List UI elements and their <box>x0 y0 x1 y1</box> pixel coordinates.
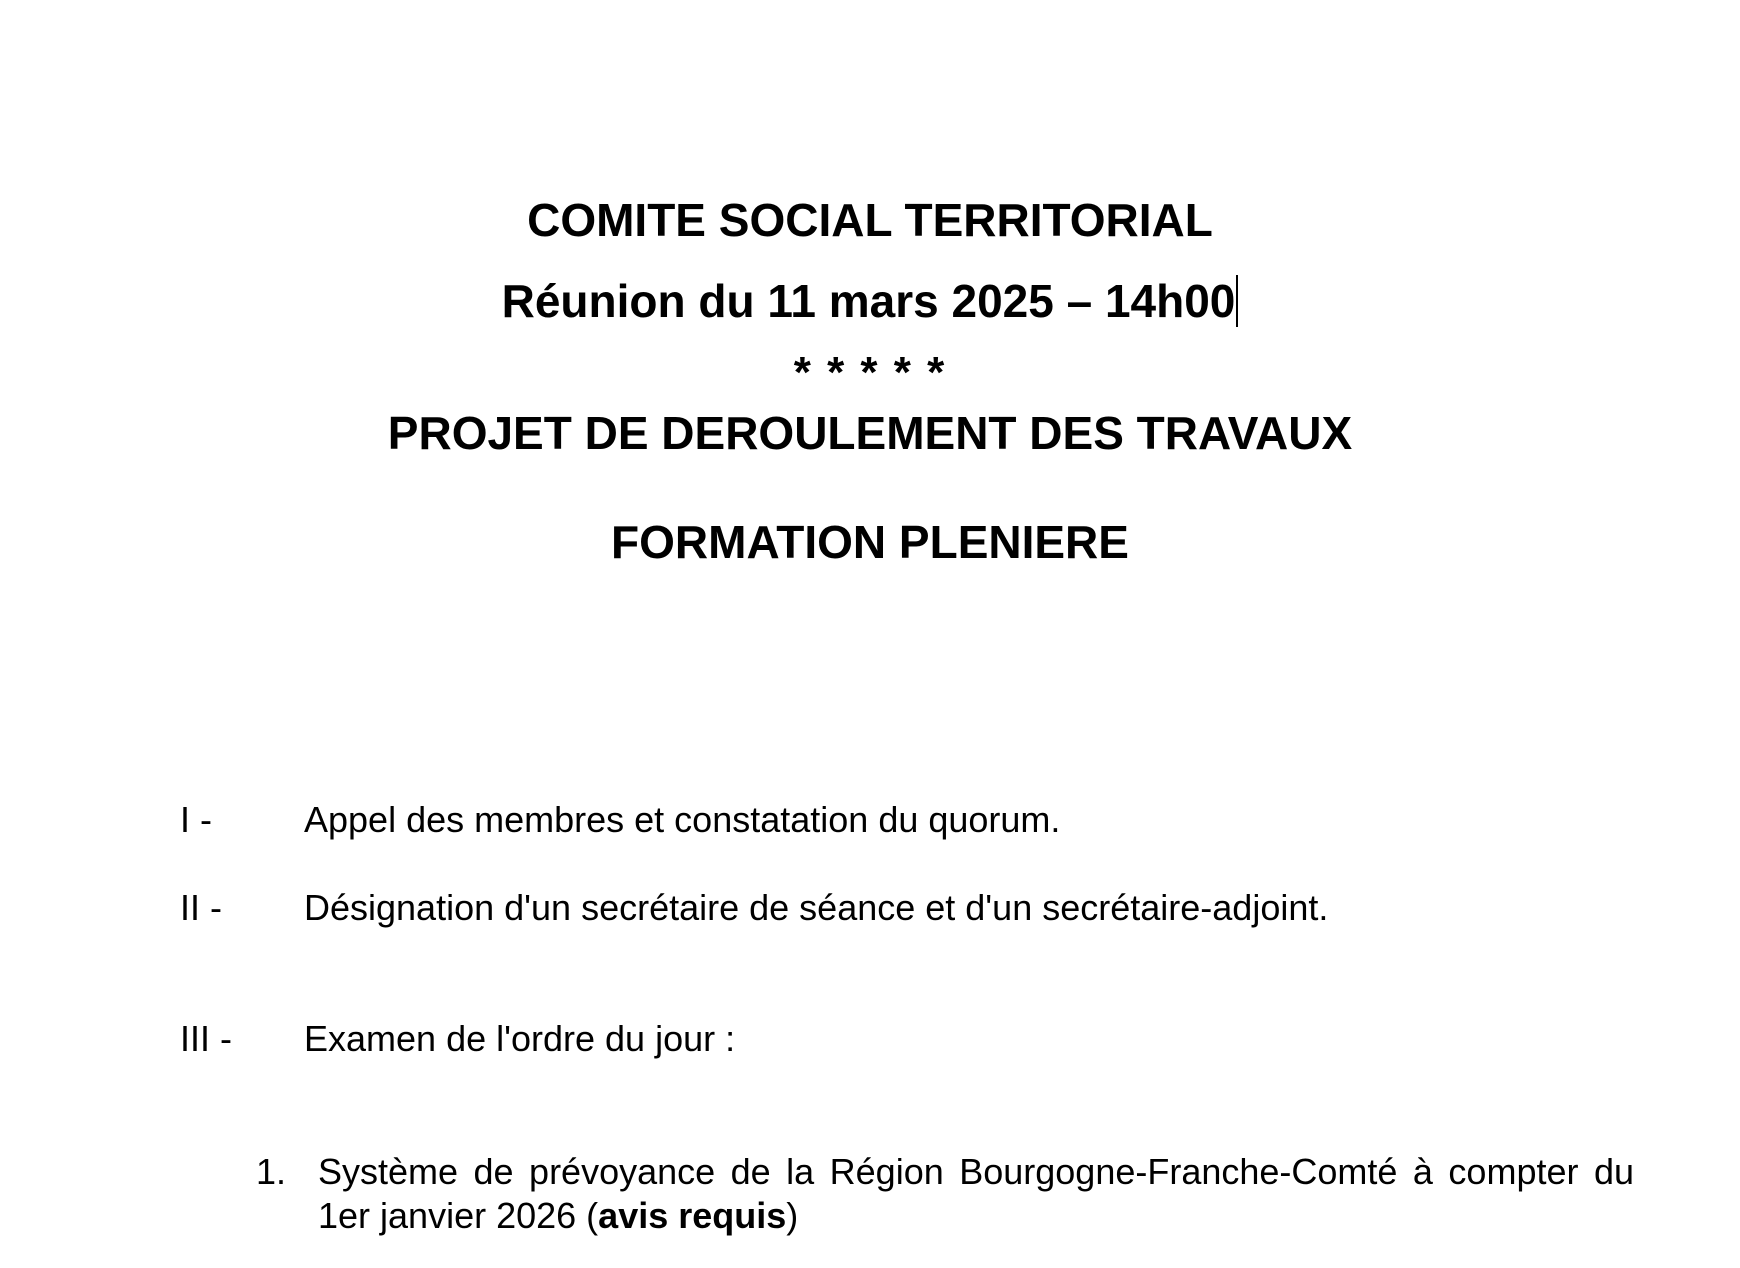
agenda-item-number: III - <box>180 1018 232 1059</box>
sub-item-text-before: Système de prévoyance de la Région Bourgogne-Franche-Comté à compter du 1er janvier 2026 ( <box>318 1151 1634 1236</box>
agenda-item-number: II - <box>180 887 222 928</box>
sub-item-text <box>318 1150 1634 1238</box>
agenda-item-text: Examen de l'ordre du jour : <box>304 1018 736 1059</box>
formation-title: FORMATION PLENIERE <box>611 516 1129 568</box>
project-title: PROJET DE DEROULEMENT DES TRAVAUX <box>387 407 1353 459</box>
document-title: COMITE SOCIAL TERRITORIAL <box>527 194 1213 246</box>
separator-stars: * * * * * <box>793 348 947 397</box>
meeting-date-line[interactable] <box>0 273 1740 329</box>
sub-item-number: 1. <box>256 1151 287 1192</box>
meeting-date-text: Réunion du 11 mars 2025 – 14h00 <box>501 275 1236 327</box>
text-cursor <box>1236 275 1238 327</box>
agenda-item-number: I - <box>180 799 212 840</box>
sub-item-bold-note: avis requis <box>598 1195 787 1236</box>
sub-item-text-after: ) <box>786 1195 799 1236</box>
agenda-item-text: Appel des membres et constatation du quorum. <box>304 799 1061 840</box>
agenda-item-text: Désignation d'un secrétaire de séance et d'un secrétaire-adjoint. <box>304 887 1329 928</box>
